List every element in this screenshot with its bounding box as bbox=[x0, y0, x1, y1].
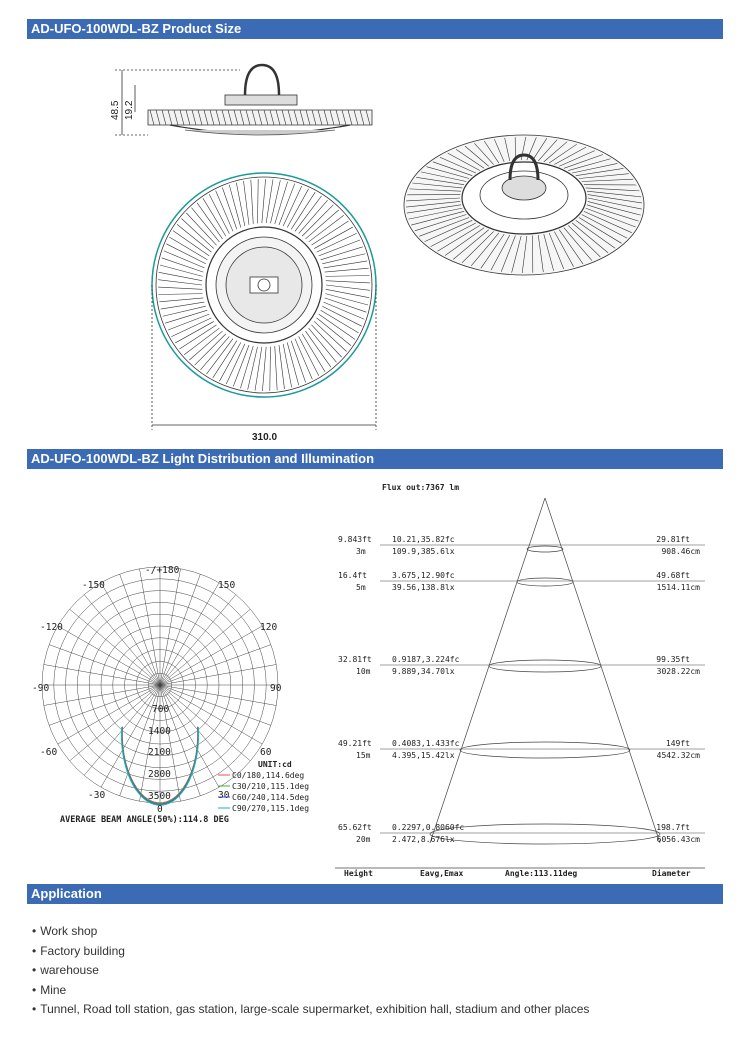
beam-angle: AVERAGE BEAM ANGLE(50%):114.8 DEG bbox=[60, 815, 229, 825]
row-diameter-ft: 198.7ft bbox=[656, 823, 690, 832]
illumination-cone-diagram bbox=[330, 478, 730, 883]
footer-eavg: Eavg,Emax bbox=[420, 869, 464, 878]
polar-label-p90: 90 bbox=[270, 683, 282, 694]
row-diameter-cm: 908.46cm bbox=[661, 547, 700, 556]
dim-height-top: 19.2 bbox=[124, 100, 135, 120]
polar-label-p60: 60 bbox=[260, 747, 272, 758]
radial-1400: 1400 bbox=[148, 726, 171, 737]
polar-label-n30: -30 bbox=[88, 790, 106, 801]
list-item: • Mine bbox=[32, 981, 589, 1001]
radial-2100: 2100 bbox=[148, 747, 171, 758]
application-header: Application bbox=[27, 884, 723, 904]
row-eavg-lx: 9.889,34.70lx bbox=[392, 667, 455, 676]
polar-label-180: -/+180 bbox=[145, 565, 180, 576]
legend-c60 bbox=[218, 793, 309, 802]
row-eavg-fc: 3.675,12.90fc bbox=[392, 571, 455, 580]
svg-text:C90/270,115.1deg: C90/270,115.1deg bbox=[232, 804, 310, 813]
row-eavg-lx: 109.9,385.6lx bbox=[392, 547, 455, 556]
polar-distribution-diagram bbox=[20, 555, 340, 835]
row-height-ft: 16.4ft bbox=[338, 571, 367, 580]
row-eavg-lx: 4.395,15.42lx bbox=[392, 751, 455, 760]
row-diameter-ft: 49.68ft bbox=[656, 571, 690, 580]
polar-label-0: 0 bbox=[157, 804, 163, 815]
polar-label-p30: 30 bbox=[218, 790, 230, 801]
svg-text:C0/180,114.6deg: C0/180,114.6deg bbox=[232, 771, 305, 780]
row-height-ft: 9.843ft bbox=[338, 535, 372, 544]
svg-text:C60/240,114.5deg: C60/240,114.5deg bbox=[232, 793, 310, 802]
perspective-view-drawing bbox=[404, 135, 644, 275]
list-item: • Work shop bbox=[32, 922, 589, 942]
polar-label-n120: -120 bbox=[40, 622, 63, 633]
row-height-m: 20m bbox=[356, 835, 371, 844]
product-drawings bbox=[0, 40, 750, 445]
unit-label: UNIT:cd bbox=[258, 760, 292, 769]
footer-angle: Angle:113.11deg bbox=[505, 869, 578, 878]
row-eavg-fc: 0.9187,3.224fc bbox=[392, 655, 460, 664]
top-view-drawing bbox=[152, 173, 376, 430]
side-view-drawing bbox=[115, 65, 372, 135]
legend-c90 bbox=[218, 804, 309, 813]
footer-height: Height bbox=[344, 869, 373, 878]
list-item: • warehouse bbox=[32, 961, 589, 981]
radial-3500: 3500 bbox=[148, 791, 171, 802]
polar-label-p120: 120 bbox=[260, 622, 278, 633]
row-diameter-cm: 6056.43cm bbox=[656, 835, 700, 844]
row-height-m: 10m bbox=[356, 667, 371, 676]
row-height-ft: 65.62ft bbox=[338, 823, 372, 832]
dim-diameter: 310.0 bbox=[252, 432, 278, 443]
polar-label-p150: 150 bbox=[218, 580, 236, 591]
row-eavg-lx: 2.472,8.676lx bbox=[392, 835, 455, 844]
polar-label-n150: -150 bbox=[82, 580, 105, 591]
list-item: • Tunnel, Road toll station, gas station, large-scale supermarket, exhibition hall, stadium and other places bbox=[32, 1000, 589, 1020]
row-eavg-fc: 0.4083,1.433fc bbox=[392, 739, 460, 748]
polar-label-n90: -90 bbox=[32, 683, 50, 694]
row-eavg-fc: 10.21,35.82fc bbox=[392, 535, 455, 544]
product-size-header: AD-UFO-100WDL-BZ Product Size bbox=[27, 19, 723, 39]
row-diameter-cm: 3028.22cm bbox=[656, 667, 700, 676]
row-height-ft: 32.81ft bbox=[338, 655, 372, 664]
row-eavg-fc: 0.2297,0.8060fc bbox=[392, 823, 465, 832]
svg-text:C30/210,115.1deg: C30/210,115.1deg bbox=[232, 782, 310, 791]
row-diameter-ft: 29.81ft bbox=[656, 535, 690, 544]
footer-diameter: Diameter bbox=[652, 869, 691, 878]
row-height-m: 15m bbox=[356, 751, 371, 760]
radial-2800: 2800 bbox=[148, 769, 171, 780]
legend-c0 bbox=[218, 771, 304, 780]
radial-700: 700 bbox=[152, 704, 170, 715]
row-diameter-ft: 149ft bbox=[665, 739, 690, 748]
row-diameter-ft: 99.35ft bbox=[656, 655, 690, 664]
legend-c30 bbox=[218, 782, 309, 791]
row-diameter-cm: 4542.32cm bbox=[656, 751, 700, 760]
row-diameter-cm: 1514.11cm bbox=[656, 583, 700, 592]
row-height-ft: 49.21ft bbox=[338, 739, 372, 748]
flux-out: Flux out:7367 lm bbox=[382, 483, 460, 492]
application-list bbox=[32, 922, 589, 1020]
polar-label-n60: -60 bbox=[40, 747, 58, 758]
row-height-m: 5m bbox=[356, 583, 366, 592]
list-item: • Factory building bbox=[32, 942, 589, 962]
row-eavg-lx: 39.56,138.8lx bbox=[392, 583, 455, 592]
row-height-m: 3m bbox=[356, 547, 366, 556]
dim-height-total: 48.5 bbox=[110, 100, 121, 120]
light-distribution-header: AD-UFO-100WDL-BZ Light Distribution and Illumination bbox=[27, 449, 723, 469]
